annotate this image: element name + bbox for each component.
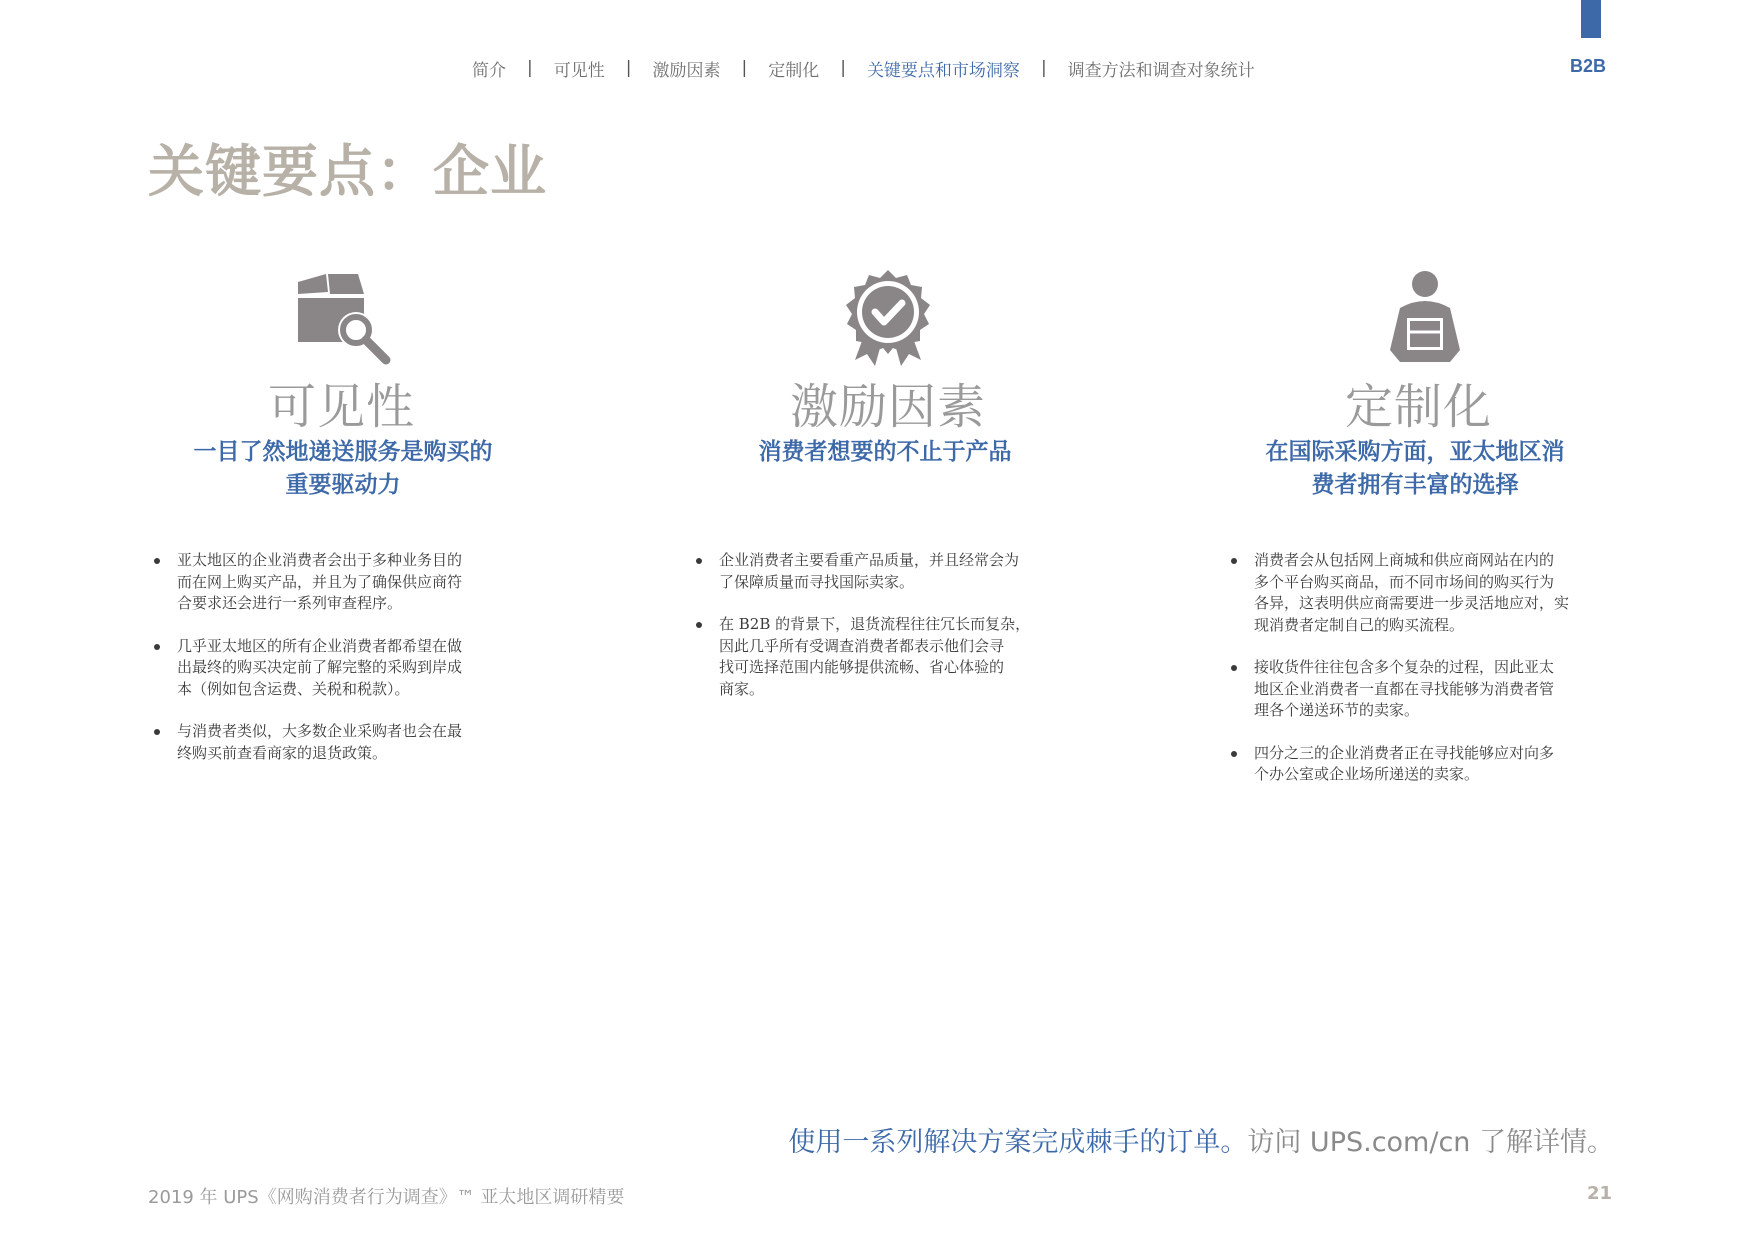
bullet-list — [148, 550, 523, 785]
column-heading: 可见性 — [268, 379, 416, 435]
nav-separator: | — [840, 58, 846, 78]
nav-item-visibility[interactable]: 可见性 — [553, 60, 605, 81]
nav-item-key-takeaways[interactable]: 关键要点和市场洞察 — [866, 60, 1020, 81]
page-number: 21 — [1587, 1183, 1613, 1204]
subtitle-line: 在国际采购方面，亚太地区消 — [1265, 439, 1565, 465]
nav-separator: | — [741, 58, 748, 78]
bullet-list — [1225, 550, 1610, 807]
nav-separator: | — [1040, 58, 1047, 78]
nav-separator: | — [527, 58, 533, 78]
list-item: 在 B2B 的背景下，退货流程往往冗长而复杂， 因此几乎所有受调查消费者都表示他们会寻 找可选择范围内能够提供流畅、省心体验的 商家。 — [690, 614, 1065, 700]
subtitle-line: 重要驱动力 — [285, 472, 401, 498]
subtitle-line: 一目了然地递送服务是购买的 — [193, 439, 493, 465]
subtitle-line: 费者拥有丰富的选择 — [1311, 472, 1519, 498]
top-navigation — [472, 56, 1255, 80]
cta-link[interactable]: 访问 UPS.com/cn 了解详情。 — [1247, 1127, 1614, 1158]
list-item: 四分之三的企业消费者正在寻找能够应对向多 个办公室或企业场所递送的卖家。 — [1225, 743, 1610, 786]
list-item: 接收货件往往包含多个复杂的过程，因此亚太 地区企业消费者一直都在寻找能够为消费者管 理各个递送环节的卖家。 — [1225, 657, 1610, 722]
page-title: 关键要点：企业 — [148, 140, 547, 205]
nav-separator: | — [625, 58, 632, 78]
column-subtitle — [690, 436, 1080, 469]
nav-item-customization[interactable]: 定制化 — [768, 60, 820, 81]
column-subtitle — [148, 436, 538, 502]
column-subtitle — [1220, 436, 1610, 502]
footer-report-title: 2019 年 UPS《网购消费者行为调查》™ 亚太地区调研精要 — [148, 1187, 625, 1208]
column-heading: 定制化 — [1345, 379, 1493, 435]
bullet-list — [690, 550, 1065, 721]
top-accent-bar — [1581, 0, 1601, 38]
box-search-icon — [292, 268, 402, 378]
list-item: 亚太地区的企业消费者会出于多种业务目的 而在网上购买产品，并且为了确保供应商符 合要求还会进行一系列审查程序。 — [148, 550, 523, 615]
list-item: 几乎亚太地区的所有企业消费者都希望在做 出最终的购买决定前了解完整的采购到岸成 本（例如包含运费、关税和税款）。 — [148, 636, 523, 701]
list-item: 企业消费者主要看重产品质量，并且经常会为 了保障质量而寻找国际卖家。 — [690, 550, 1065, 593]
person-package-icon — [1370, 268, 1480, 378]
nav-item-motivators[interactable]: 激励因素 — [652, 60, 721, 81]
subtitle-line: 消费者想要的不止于产品 — [758, 439, 1012, 465]
nav-item-methodology[interactable]: 调查方法和调查对象统计 — [1067, 60, 1255, 81]
list-item: 与消费者类似，大多数企业采购者也会在最 终购买前查看商家的退货政策。 — [148, 721, 523, 764]
column-heading: 激励因素 — [790, 379, 987, 435]
award-badge-icon — [833, 268, 943, 378]
cta-main-text: 使用一系列解决方案完成棘手的订单。 — [788, 1127, 1248, 1158]
section-label: B2B — [1570, 56, 1607, 76]
list-item: 消费者会从包括网上商城和供应商网站在内的 多个平台购买商品，而不同市场间的购买行为 各异，这表明供应商需要进一步灵活地应对，实 现消费者定制自己的购买流程。 — [1225, 550, 1610, 636]
nav-item-intro[interactable]: 简介 — [472, 60, 506, 81]
call-to-action — [788, 1120, 1614, 1159]
